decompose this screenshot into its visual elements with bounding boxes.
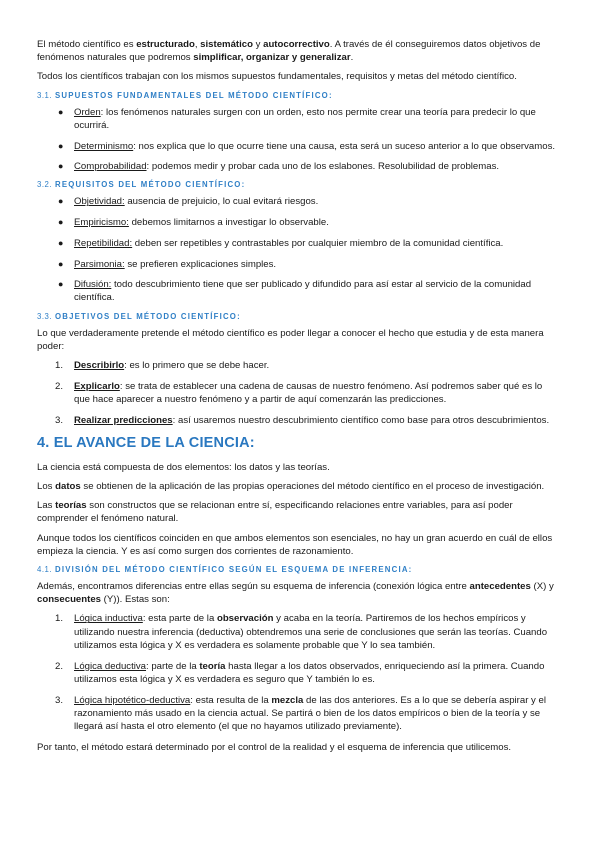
supuestos-list — [37, 106, 560, 174]
paragraph: Aunque todos los científicos coinciden en que ambos elementos son esenciales, no hay un gran acuerdo en cuál de ellos empieza la ciencia. Y es así como surgen dos corrientes de razonamiento. — [37, 532, 553, 557]
section-title-4: 4. EL AVANCE DE LA CIENCIA: — [37, 434, 255, 451]
intro-paragraph: El método científico es estructurado, sistemático y autocorrectivo. A través de él conseguiremos datos objetivos de fenómenos naturales que podremos simplificar, organizar y generalizar. — [37, 39, 541, 64]
paragraph: La ciencia está compuesta de dos elementos: los datos y las teorías. — [37, 461, 330, 473]
section-heading-3-2: 3.2. REQUISITOS DEL MÉTODO CIENTÍFICO: — [37, 180, 246, 190]
list-item: ● Difusión: todo descubrimiento tiene que ser publicado y difundido para así estar al servicio de la comunidad científica. — [58, 279, 532, 304]
list-item: ● Orden: los fenómenos naturales surgen con un orden, esto nos permite crear una teoría para predecir lo que ocurrirá. — [58, 106, 536, 131]
list-item: 1. Describirlo: es lo primero que se debe hacer. — [55, 360, 270, 372]
requisitos-list — [37, 195, 560, 304]
list-item: 2. Lógica deductiva: parte de la teoría hasta llegar a los datos observados, enriqueciendo así la primera. Cuando utilizamos esta lógica y X es verdadera es seguro que Y también lo es. — [55, 660, 545, 685]
objetivos-intro: Lo que verdaderamente pretende el método científico es poder llegar a conocer el hecho que estudia y de esta manera poder: — [37, 327, 544, 352]
list-item: ● Comprobabilidad: podemos medir y probar cada uno de los eslabones. Resolubilidad de problemas. — [58, 161, 500, 173]
list-item: ● Determinismo: nos explica que lo que ocurre tiene una causa, esta será un suceso anterior a lo que observamos. — [58, 140, 556, 152]
list-item: 3. Realizar predicciones: así usaremos nuestro descubrimiento científico como base para otros descubrimientos. — [55, 414, 550, 426]
list-item: ● Parsimonia: se prefieren explicaciones simples. — [58, 258, 277, 270]
intro-paragraph-2: Todos los científicos trabajan con los mismos supuestos fundamentales, requisitos y metas del método científico. — [37, 71, 517, 83]
list-item: 1. Lógica inductiva: esta parte de la observación y acaba en la teoría. Partiremos de los hechos empíricos y utilizando nuestra inferencia (deductiva) obtendremos una serie de conclusiones que serán las teorías. Cuando utilizamos esta lógica y X es verdadera es solamente probable que Y lo sea también. — [55, 613, 548, 651]
objetivos-list — [37, 359, 560, 427]
paragraph: Además, encontramos diferencias entre ellas según su esquema de inferencia (conexión lógica entre antecedentes (X) y consecuentes (Y)). Estas son: — [37, 581, 554, 606]
list-item: ● Repetibilidad: deben ser repetibles y contrastables por cualquier miembro de la comunidad científica. — [58, 237, 504, 249]
list-item: 2. Explicarlo: se trata de establecer una cadena de causas de nuestro fenómeno. Así podremos saber qué es lo que hace aparecer a nuestro fenómeno y a partir de aquí comenzarán las predicciones. — [55, 380, 543, 405]
section-heading-3-1: 3.1. SUPUESTOS FUNDAMENTALES DEL MÉTODO CIENTÍFICO: — [37, 90, 333, 100]
section-heading-3-3: 3.3. OBJETIVOS DEL MÉTODO CIENTÍFICO: — [37, 311, 241, 321]
list-item: 3. Lógica hipotético-deductiva: esta resulta de la mezcla de las dos anteriores. Es a lo que se debería aspirar y el razonamiento más usado en la ciencia actual. Se partirá o bien de los datos empíricos o bien de la teoría y se llegará así hasta el otro elemento (el que no hayamos utilizado previamente). — [55, 694, 546, 732]
paragraph: Las teorías son constructos que se relacionan entre sí, especificando relaciones entre variables, para así poder comprender el fenómeno natural. — [37, 500, 513, 525]
closing-paragraph: Por tanto, el método estará determinado por el control de la realidad y el esquema de inferencia que utilicemos. — [37, 741, 512, 753]
inferencia-list — [37, 612, 560, 733]
list-item: ● Empiricismo: debemos limitarnos a investigar lo observable. — [58, 217, 329, 229]
section-heading-4-1: 4.1. DIVISIÓN DEL MÉTODO CIENTÍFICO SEGÚN EL ESQUEMA DE INFERENCIA: — [37, 565, 413, 575]
paragraph: Los datos se obtienen de la aplicación de las propias operaciones del método científico en el proceso de investigación. — [37, 481, 545, 493]
list-item: ● Objetividad: ausencia de prejuicio, lo cual evitará riesgos. — [58, 196, 319, 208]
